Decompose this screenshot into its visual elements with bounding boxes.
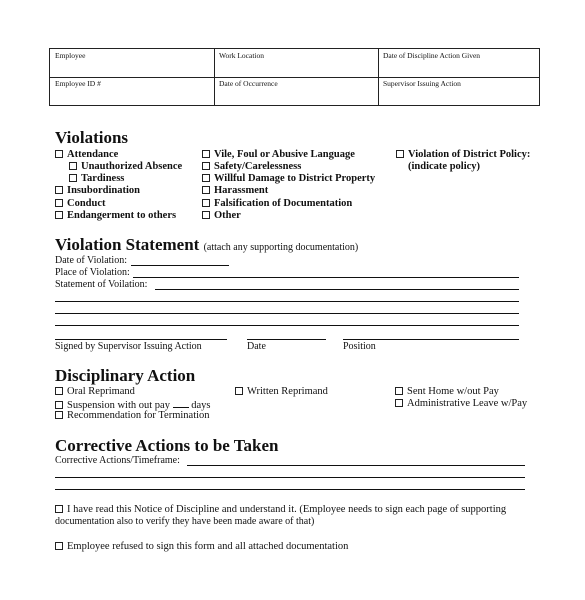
employee-field[interactable] [50,49,214,77]
violation-other[interactable]: Other [202,210,241,222]
checkbox-icon[interactable] [202,162,210,170]
checkbox-icon[interactable] [235,387,243,395]
violation-statement-heading: Violation Statement (attach any supporting documentation) [55,235,359,254]
corrective-actions-heading: Corrective Actions to be Taken [55,436,279,455]
corrective-timeframe-label: Corrective Actions/Timeframe: [55,455,180,466]
employee-id-field[interactable] [50,77,214,105]
violation-harassment[interactable]: Harassment [202,185,268,197]
action-administrative-leave[interactable]: Administrative Leave w/Pay [395,398,527,410]
checkbox-icon[interactable] [55,387,63,395]
checkbox-icon[interactable] [55,411,63,419]
checkbox-icon[interactable] [55,199,63,207]
action-written-reprimand[interactable]: Written Reprimand [235,386,328,398]
supervisor-field[interactable] [378,77,539,105]
date-occurrence-label: Date of Occurrence [219,79,278,88]
date-occurrence-field[interactable] [214,77,378,105]
attach-note: (attach any supporting documentation) [203,242,359,253]
supervisor-signature-line[interactable] [55,339,227,340]
checkbox-icon[interactable] [55,542,63,550]
checkbox-icon[interactable] [55,401,63,409]
place-of-violation-label: Place of Violation: [55,267,130,278]
violation-abusive-language[interactable]: Vile, Foul or Abusive Language [202,149,355,161]
disciplinary-action-heading: Disciplinary Action [55,366,196,385]
action-suspension[interactable]: Suspension with out pay days [55,398,210,412]
signed-by-label: Signed by Supervisor Issuing Action [55,341,202,352]
corrective-line[interactable] [55,477,525,478]
violation-willful-damage[interactable]: Willful Damage to District Property [202,173,375,185]
place-of-violation-line[interactable] [133,277,519,278]
employee-label: Employee [55,51,86,60]
date-given-field[interactable] [378,49,539,77]
acknowledge-read-continued: documentation also to verify they have been made aware of that) [55,516,315,527]
violation-insubordination[interactable]: Insubordination [55,185,140,197]
employee-refused[interactable]: Employee refused to sign this form and all attached documentation [55,541,348,553]
violation-attendance[interactable]: Attendance [55,149,118,161]
violation-unauthorized-absence[interactable]: Unauthorized Absence [69,161,182,173]
employee-id-label: Employee ID # [55,79,101,88]
work-location-field[interactable] [214,49,378,77]
checkbox-icon[interactable] [395,387,403,395]
violation-conduct[interactable]: Conduct [55,198,106,210]
checkbox-icon[interactable] [202,186,210,194]
statement-of-violation-label: Statement of Voilation: [55,279,148,290]
corrective-line[interactable] [55,489,525,490]
checkbox-icon[interactable] [55,150,63,158]
checkbox-icon[interactable] [69,162,77,170]
statement-line[interactable] [55,301,519,302]
checkbox-icon[interactable] [202,211,210,219]
checkbox-icon[interactable] [55,211,63,219]
date-of-violation-line[interactable] [131,265,229,266]
statement-line[interactable] [55,325,519,326]
date-given-label: Date of Discipline Action Given [383,51,481,60]
checkbox-icon[interactable] [55,505,63,513]
date-label: Date [247,341,266,352]
corrective-line[interactable] [187,465,525,466]
violation-endangerment[interactable]: Endangerment to others [55,210,176,222]
violation-district-policy[interactable]: Violation of District Policy: [396,149,530,161]
checkbox-icon[interactable] [69,174,77,182]
statement-line[interactable] [155,289,519,290]
violation-falsification[interactable]: Falsification of Documentation [202,198,352,210]
signature-date-line[interactable] [247,339,326,340]
date-of-violation-label: Date of Violation: [55,255,127,266]
work-location-label: Work Location [219,51,265,60]
indicate-policy-note: (indicate policy) [408,161,481,172]
action-sent-home[interactable]: Sent Home w/out Pay [395,386,499,398]
violation-tardiness[interactable]: Tardiness [69,173,124,185]
suspension-days-blank[interactable] [173,398,189,408]
employee-info-table [49,48,540,106]
violation-safety[interactable]: Safety/Carelessness [202,161,301,173]
checkbox-icon[interactable] [55,186,63,194]
checkbox-icon[interactable] [202,150,210,158]
checkbox-icon[interactable] [395,399,403,407]
supervisor-label: Supervisor Issuing Action [383,79,461,88]
position-label: Position [343,341,376,352]
violations-heading: Violations [55,128,129,147]
checkbox-icon[interactable] [396,150,404,158]
acknowledge-read[interactable]: I have read this Notice of Discipline and understand it. (Employee needs to sign each page of supporting [55,504,506,516]
checkbox-icon[interactable] [202,174,210,182]
statement-line[interactable] [55,313,519,314]
checkbox-icon[interactable] [202,199,210,207]
position-line[interactable] [343,339,519,340]
action-recommend-termination[interactable]: Recommendation for Termination [55,410,210,422]
action-oral-reprimand[interactable]: Oral Reprimand [55,386,135,398]
